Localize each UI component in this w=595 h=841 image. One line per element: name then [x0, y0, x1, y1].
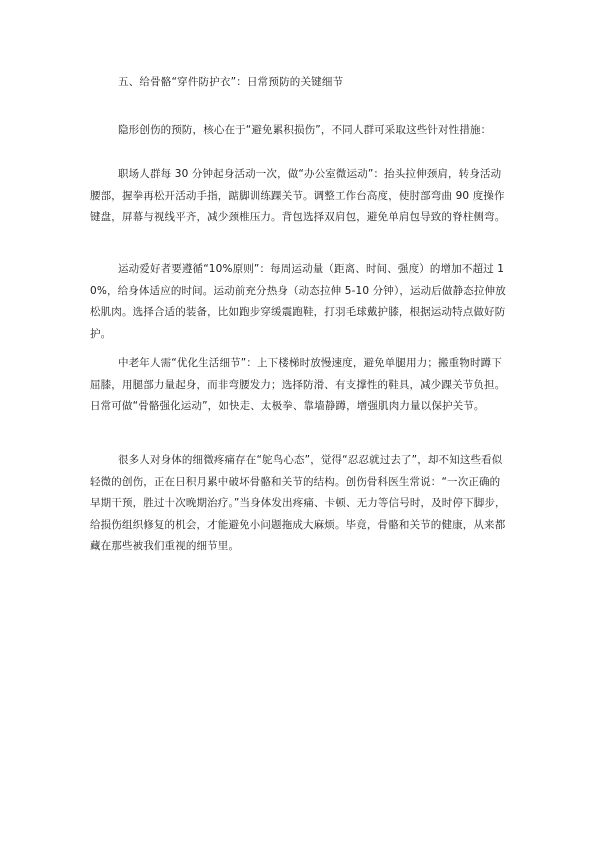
paragraph-intro: 隐形创伤的预防，核心在于“避免累积损伤”，不同人群可采取这些针对性措施： [118, 124, 492, 136]
paragraph-office-workers: 职场人群每 30 分钟起身活动一次，做“办公室微运动”：抬头拉伸颈肩，转身活动腰部，握拳再松开活动手指，踮脚训练踝关节。调整工作台高度，使肘部弯曲 90 度操作键盘，屏幕与视线平齐，减少颈椎压力。背包选择双肩包，避免单肩包导致的脊柱侧弯。 [90, 168, 506, 223]
paragraph-middle-aged-elderly: 中老年人需“优化生活细节”：上下楼梯时放慢速度，避免单腿用力；搬重物时蹲下屈膝，用腿部力量起身，而非弯腰发力；选择防滑、有支撑性的鞋具，减少踝关节负担。日常可做“骨骼强化运动”，如快走、太极拳、靠墙静蹲，增强肌肉力量以保护关节。 [90, 357, 506, 412]
paragraph-conclusion: 很多人对身体的细微疼痛存在“鸵鸟心态”，觉得“忍忍就过去了”，却不知这些看似轻微的创伤，正在日积月累中破坏骨骼和关节的结构。创伤骨科医生常说：“一次正确的早期干预，胜过十次晚期治疗。”当身体发出疼痛、卡顿、无力等信号时，及时停下脚步，给损伤组织修复的机会，才能避免小问题拖成大麻烦。毕竟，骨骼和关节的健康，从来都藏在那些被我们重视的细节里。 [90, 454, 506, 552]
section-heading: 五、给骨骼“穿件防护衣”：日常预防的关键细节 [118, 76, 344, 88]
paragraph-sports-enthusiasts: 运动爱好者要遵循“10%原则”：每周运动量（距离、时间、强度）的增加不超过 10%，给身体适应的时间。运动前充分热身（动态拉伸 5-10 分钟），运动后做静态拉伸放松肌肉。选择合适的装备，比如跑步穿缓震跑鞋，打羽毛球戴护膝，根据运动特点做好防护。 [90, 263, 506, 340]
